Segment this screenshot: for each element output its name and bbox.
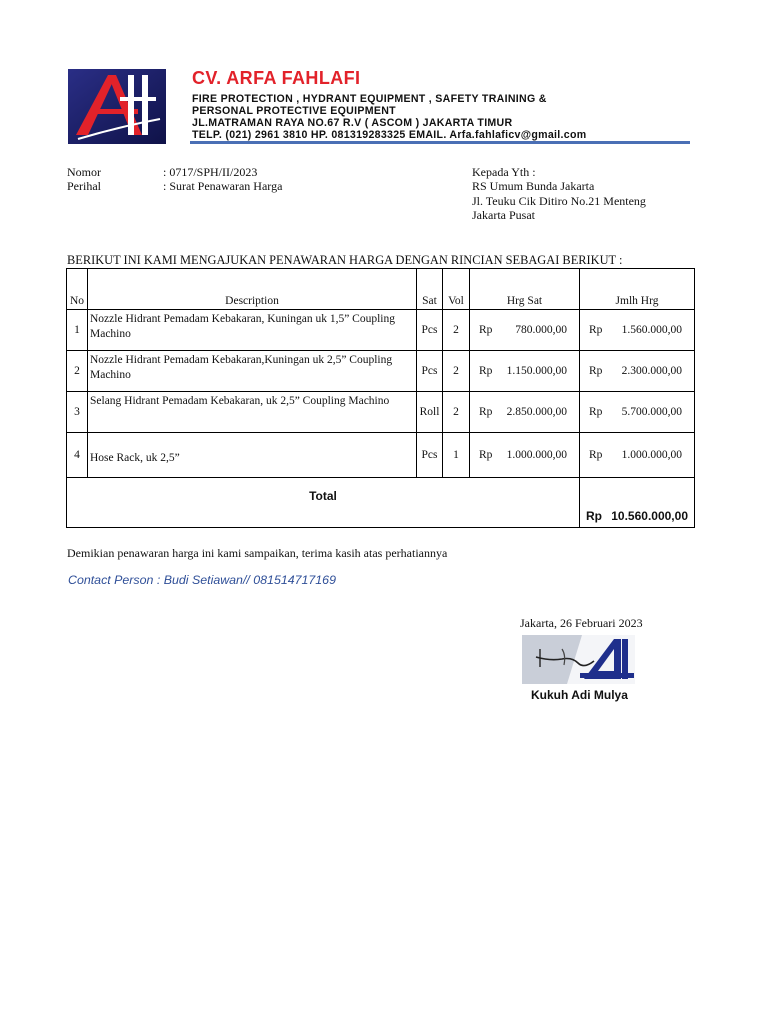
perihal-label: Perihal: [67, 179, 101, 193]
recipient-city: Jakarta Pusat: [472, 208, 535, 222]
currency-label: Rp: [589, 365, 603, 377]
total-amount: [580, 478, 695, 528]
intro-text: BERIKUT INI KAMI MENGAJUKAN PENAWARAN HARGA DENGAN RINCIAN SEBAGAI BERIKUT :: [67, 253, 623, 267]
total-row: [67, 478, 695, 528]
currency-label: Rp: [589, 406, 603, 418]
row-amount: [580, 392, 695, 433]
row-description: Nozzle Hidrant Pemadam Kebakaran,Kuningan uk 2,5” Coupling Machino: [88, 351, 417, 392]
row-unit-price: [470, 310, 580, 351]
letterhead-services-line: FIRE PROTECTION , HYDRANT EQUIPMENT , SAFETY TRAINING &: [192, 93, 547, 105]
unit-price-value: 1.150.000,00: [506, 365, 567, 377]
letterhead-services-line-2: PERSONAL PROTECTIVE EQUIPMENT: [192, 105, 396, 117]
total-label: Total: [67, 478, 580, 528]
table-header-row: [67, 269, 695, 310]
table-row: [67, 351, 695, 392]
letterhead-address: JL.MATRAMAN RAYA NO.67 R.V ( ASCOM ) JAKARTA TIMUR: [192, 117, 513, 129]
total-currency-label: Rp: [586, 509, 602, 523]
row-number: 4: [67, 433, 88, 478]
amount-value: 1.560.000,00: [621, 324, 682, 336]
table-row: [67, 392, 695, 433]
letterhead-contact: TELP. (021) 2961 3810 HP. 081319283325 EMAIL. Arfa.fahlaficv@gmail.com: [192, 129, 587, 141]
total-value: 10.560.000,00: [611, 509, 688, 523]
unit-price-value: 780.000,00: [515, 324, 567, 336]
row-volume: 2: [443, 310, 470, 351]
row-number: 1: [67, 310, 88, 351]
row-number: 2: [67, 351, 88, 392]
row-volume: 2: [443, 351, 470, 392]
nomor-label: Nomor: [67, 165, 101, 179]
row-volume: 2: [443, 392, 470, 433]
row-unit: Pcs: [417, 433, 443, 478]
header-description: Description: [88, 269, 417, 310]
amount-value: 1.000.000,00: [621, 449, 682, 461]
row-number: 3: [67, 392, 88, 433]
unit-price-value: 2.850.000,00: [506, 406, 567, 418]
table-row: [67, 310, 695, 351]
closing-text: Demikian penawaran harga ini kami sampaikan, terima kasih atas perhatiannya: [67, 546, 448, 560]
unit-price-value: 1.000.000,00: [506, 449, 567, 461]
row-unit: Pcs: [417, 310, 443, 351]
header-hrg-sat: Hrg Sat: [470, 269, 580, 310]
row-unit-price: [470, 433, 580, 478]
row-amount: [580, 310, 695, 351]
currency-label: Rp: [479, 406, 493, 418]
currency-label: Rp: [479, 324, 493, 336]
row-unit: Pcs: [417, 351, 443, 392]
price-table: [66, 268, 695, 528]
row-description: Nozzle Hidrant Pemadam Kebakaran, Kuningan uk 1,5” Coupling Machino: [88, 310, 417, 351]
contact-person: Contact Person : Budi Setiawan// 081514717169: [68, 573, 336, 587]
currency-label: Rp: [479, 365, 493, 377]
amount-value: 5.700.000,00: [621, 406, 682, 418]
row-unit: Roll: [417, 392, 443, 433]
row-description: Hose Rack, uk 2,5”: [88, 433, 417, 478]
header-sat: Sat: [417, 269, 443, 310]
nomor-value: : 0717/SPH/II/2023: [163, 165, 258, 179]
company-logo-icon: [68, 69, 166, 144]
header-vol: Vol: [443, 269, 470, 310]
recipient-name: RS Umum Bunda Jakarta: [472, 179, 595, 193]
row-amount: [580, 433, 695, 478]
signer-name: Kukuh Adi Mulya: [531, 688, 628, 702]
currency-label: Rp: [589, 324, 603, 336]
row-description: Selang Hidrant Pemadam Kebakaran, uk 2,5” Coupling Machino: [88, 392, 417, 433]
signature-stamp-icon: [522, 635, 635, 684]
table-row: [67, 433, 695, 478]
recipient-greeting: Kepada Yth :: [472, 165, 536, 179]
currency-label: Rp: [589, 449, 603, 461]
header-no: No: [67, 269, 88, 310]
row-volume: 1: [443, 433, 470, 478]
row-unit-price: [470, 392, 580, 433]
recipient-address: Jl. Teuku Cik Ditiro No.21 Menteng: [472, 194, 646, 208]
currency-label: Rp: [479, 449, 493, 461]
header-jmlh-hrg: Jmlh Hrg: [580, 269, 695, 310]
row-amount: [580, 351, 695, 392]
row-unit-price: [470, 351, 580, 392]
place-date: Jakarta, 26 Februari 2023: [520, 616, 643, 630]
amount-value: 2.300.000,00: [621, 365, 682, 377]
letterhead-divider: [190, 141, 690, 144]
perihal-value: : Surat Penawaran Harga: [163, 179, 283, 193]
company-name: CV. ARFA FAHLAFI: [192, 68, 361, 88]
